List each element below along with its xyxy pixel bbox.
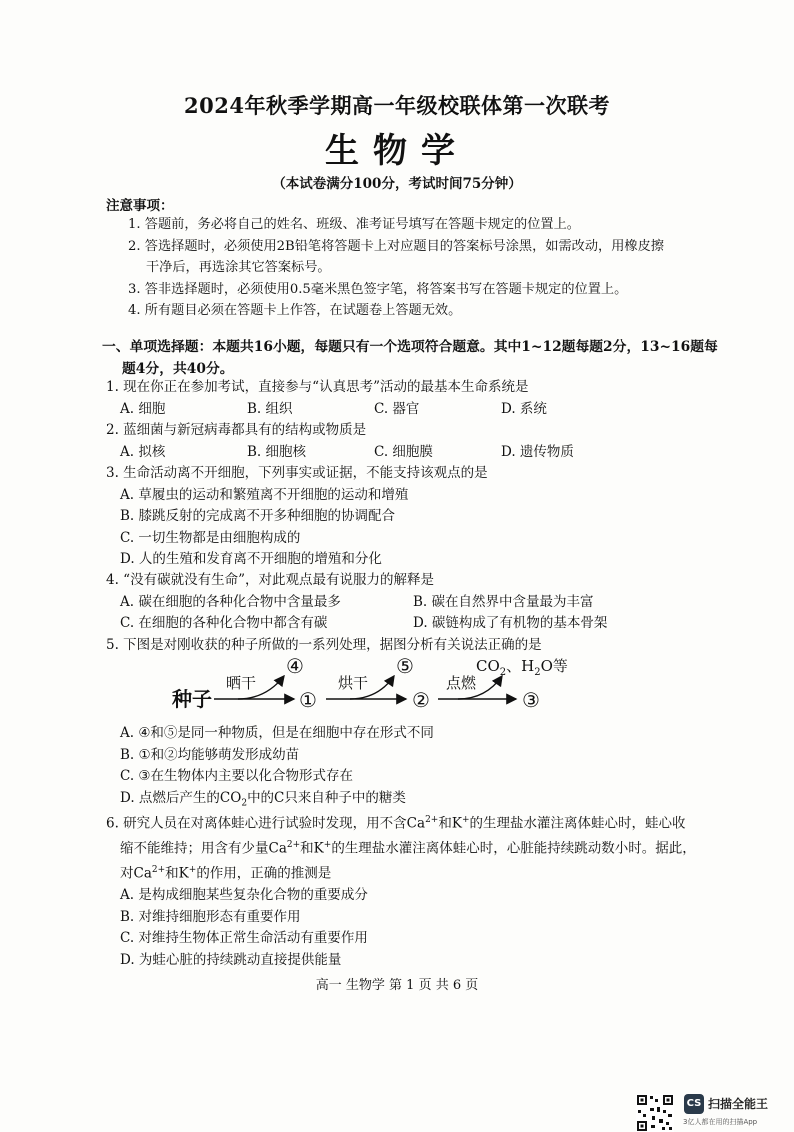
options <box>106 613 706 635</box>
option-d: D. 人的生殖和发育离不开细胞的增殖和分化 <box>120 551 382 567</box>
option-b: B. 对维持细胞形态有重要作用 <box>120 908 301 925</box>
qr-code-icon <box>636 1094 674 1132</box>
option-c: C. 器官 <box>374 400 420 417</box>
seed-label: 种子 <box>172 687 212 711</box>
option-a: A. ④和⑤是同一种物质，但是在细胞中存在形式不同 <box>120 725 434 741</box>
notice-item: 3. 答非选择题时，必须使用0.5毫米黑色签字笔，将答案书写在答题卡规定的位置上。 <box>128 281 628 297</box>
question-stem: 1. 现在你正在参加考试，直接参与“认真思考”活动的最基本生命系统是 <box>106 379 529 395</box>
options <box>106 399 706 421</box>
notice-item: 2. 答选择题时，必须使用2B铅笔将答题卡上对应题目的答案标号涂黑，如需改动，用橡皮擦 <box>128 238 664 254</box>
option-d: D. 碳链构成了有机物的基本骨架 <box>413 615 608 631</box>
question-5-options <box>106 723 706 815</box>
option-c: C. 一切生物都是由细胞构成的 <box>120 529 301 546</box>
question-stem: 3. 生命活动离不开细胞，下列事实或证据，不能支持该观点的是 <box>106 465 488 481</box>
question-stem: 4. “没有碳就没有生命”，对此观点最有说服力的解释是 <box>106 572 434 588</box>
label-4: ④ <box>286 654 304 678</box>
camscanner-tagline: 3亿人都在用的扫描App <box>683 1118 758 1126</box>
question-stem: 2. 蓝细菌与新冠病毒都具有的结构或物质是 <box>106 422 367 438</box>
notice-item-continued: 干净后，再选涂其它答案标号。 <box>146 260 331 275</box>
option-d: D. 遗传物质 <box>501 443 574 460</box>
camscanner-name: 扫描全能王 <box>708 1097 769 1111</box>
label-5: ⑤ <box>396 654 414 678</box>
option-c: C. 细胞膜 <box>374 443 433 460</box>
notice-list <box>128 214 688 322</box>
option-a: A. 是构成细胞某些复杂化合物的重要成分 <box>120 887 368 903</box>
option-a: A. 碳在细胞的各种化合物中含量最多 <box>120 593 341 610</box>
option-c: C. ③在生物体内主要以化合物形式存在 <box>120 768 354 784</box>
option-b: B. ①和②均能够萌发形成幼苗 <box>120 746 300 763</box>
option-b: B. 细胞核 <box>247 443 307 460</box>
camscanner-logo-icon: CS <box>684 1094 704 1114</box>
notice-item: 4. 所有题目必须在答题卡上作答，在试题卷上答题无效。 <box>128 303 462 318</box>
step-sun-dry: 晒干 <box>226 674 257 692</box>
question-4 <box>106 570 706 635</box>
option-c: C. 对维持生物体正常生命活动有重要作用 <box>120 930 368 946</box>
options <box>106 592 706 614</box>
page-footer: 高一 生物学 第 1 页 共 6 页 <box>315 978 479 993</box>
seed-process-diagram <box>166 654 596 720</box>
label-1: ① <box>299 688 317 712</box>
question-stem-continued: 对$Ca^{2+}$和K+的作用，正确的推测是 <box>120 865 332 882</box>
option-b: B. 膝跳反射的完成离不开多种细胞的协调配合 <box>120 508 396 524</box>
section-heading: 一、单项选择题：本题共16小题，每题只有一个选项符合题意。其中1~12题每题2分，13~16题每 题4分，共40分。 <box>102 339 718 377</box>
question-1 <box>106 377 706 420</box>
option-a: A. 草履虫的运动和繁殖离不开细胞的运动和增殖 <box>120 486 409 503</box>
question-stem: 5. 下图是对刚收获的种子所做的一系列处理，据图分析有关说法正确的是 <box>106 637 542 653</box>
question-3 <box>106 463 706 571</box>
question-6 <box>106 810 706 971</box>
option-d: D. 点燃后产生的$CO_2$中的C只来自种子中的糖类 <box>120 789 406 809</box>
step-ignite: 点燃 <box>446 674 477 692</box>
exam-info: （本试卷满分100分，考试时间75分钟） <box>272 176 522 192</box>
options <box>106 442 706 464</box>
label-2: ② <box>412 688 430 712</box>
option-d: D. 系统 <box>501 400 547 417</box>
question-stem: 6. 研究人员在对离体蛙心进行试验时发现，用不含$Ca^{2+}$和K+的生理盐水灌注离体蛙心时，蛙心收 <box>106 815 686 832</box>
question-stem-continued: 缩不能维持；用含有少量$Ca^{2+}$和K+的生理盐水灌注离体蛙心时，心脏能持续跳动数小时。据此， <box>120 840 696 857</box>
option-b: B. 组织 <box>247 400 293 417</box>
label-3: ③ <box>522 688 540 712</box>
option-d: D. 为蛙心脏的持续跳动直接提供能量 <box>120 951 342 968</box>
option-a: A. 拟核 <box>120 443 166 460</box>
combustion-products: $CO_2$、$H_2O$等 <box>476 657 568 678</box>
notice-title: 注意事项： <box>106 198 174 214</box>
notice-item: 1. 答题前，务必将自己的姓名、班级、准考证号填写在答题卡规定的位置上。 <box>128 217 580 232</box>
exam-title: 2024年秋季学期高一年级校联体第一次联考 <box>184 93 610 118</box>
option-c: C. 在细胞的各种化合物中都含有碳 <box>120 615 328 631</box>
option-a: A. 细胞 <box>120 400 166 417</box>
subject-title: 生物学 <box>325 131 469 171</box>
question-2 <box>106 420 706 463</box>
option-b: B. 碳在自然界中含量最为丰富 <box>413 593 594 610</box>
step-oven-dry: 烘干 <box>338 674 369 692</box>
